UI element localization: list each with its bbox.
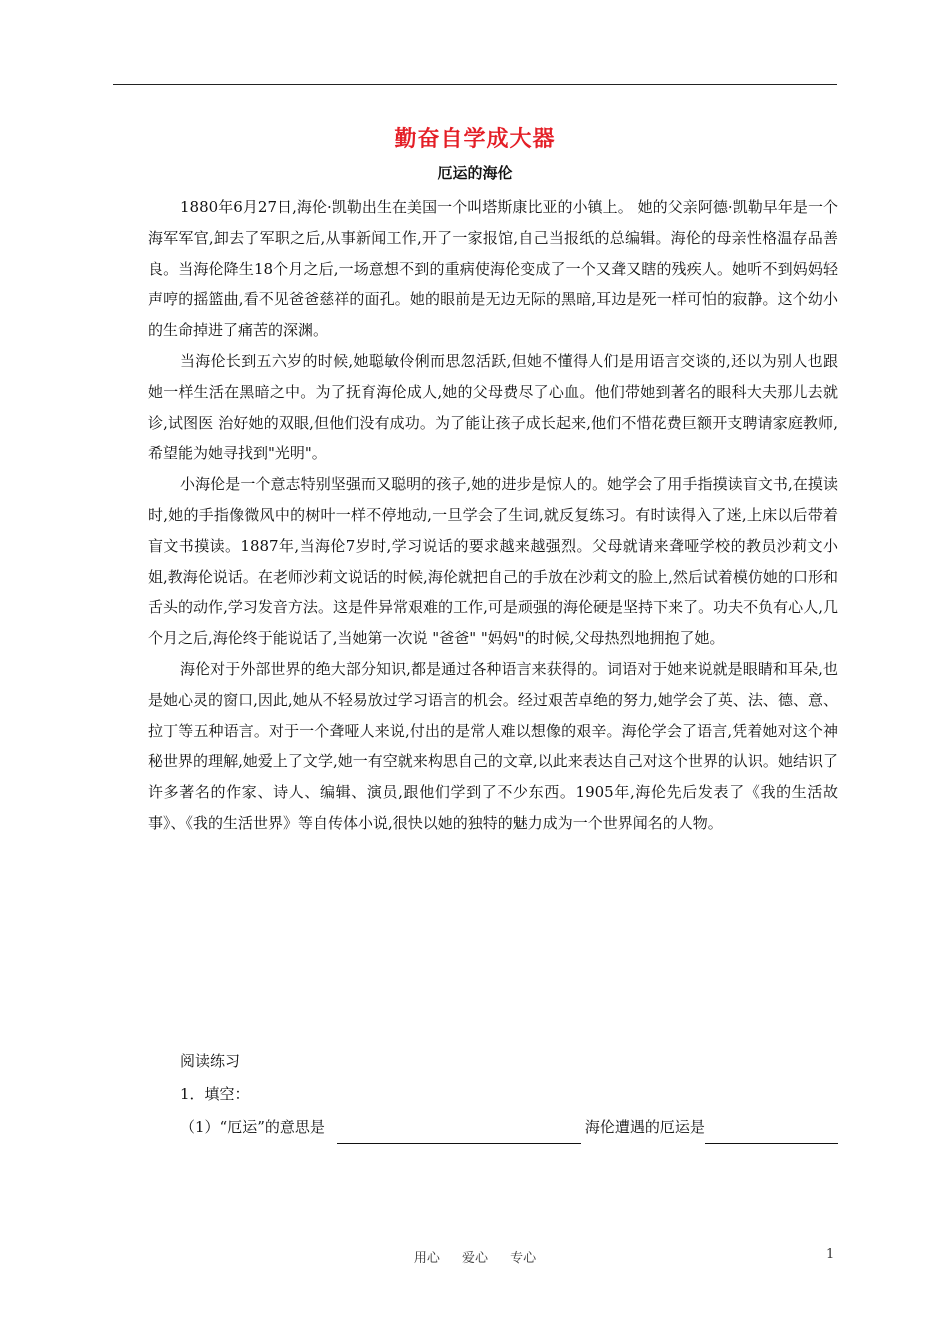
header-rule xyxy=(113,84,837,85)
question-1-1-prefix: （1）“厄运”的意思是 xyxy=(180,1118,325,1136)
paragraph: 1880年6月27日,海伦·凯勒出生在美国一个叫塔斯康比亚的小镇上。 她的父亲阿德·凯勒早年是一个海军军官,卸去了军职之后,从事新闻工作,开了一家报馆,自己当报纸的总编辑。海伦的母亲性格温存品善良。当海伦降生18个月之后,一场意想不到的重病使海伦变成了一个又聋又瞎的残疾人。她听不到妈妈轻声哼的摇篮曲,看不见爸爸慈祥的面孔。她的眼前是无边无际的黑暗,耳边是死一样可怕的寂静。这个幼小的生命掉进了痛苦的深渊。 xyxy=(148,198,838,340)
reading-exercise xyxy=(148,1045,838,1144)
footer-word: 专心 xyxy=(510,1251,537,1266)
footer-word: 用心 xyxy=(413,1251,440,1266)
answer-blank-meaning[interactable] xyxy=(337,1121,581,1144)
paragraph: 海伦对于外部世界的绝大部分知识,都是通过各种语言来获得的。词语对于她来说就是眼睛和耳朵,也是她心灵的窗口,因此,她从不轻易放过学习语言的机会。经过艰苦卓绝的努力,她学会了英、法、德、意、拉丁等五种语言。对于一个聋哑人来说,付出的是常人难以想像的艰辛。海伦学会了语言,凭着她对这个神秘世界的理解,她爱上了文学,她一有空就来构思自己的文章,以此来表达自己对这个世界的认识。她结识了许多著名的作家、诗人、编辑、演员,跟他们学到了不少东西。1905年,海伦先后发表了《我的生活故事》、《我的生活世界》等自传体小说,很快以她的独特的魅力成为一个世界闻名的人物。 xyxy=(148,659,838,832)
paragraph: 小海伦是一个意志特别坚强而又聪明的孩子,她的进步是惊人的。她学会了用手指摸读盲文书,在摸读时,她的手指像微风中的树叶一样不停地动,一旦学会了生词,就反复练习。有时读得入了迷,上床以后带着盲文书摸读。1887年,当海伦7岁时,学习说话的要求越来越强烈。父母就请来聋哑学校的教员沙莉文小姐,教海伦说话。在老师沙莉文说话的时候,海伦就把自己的手放在沙莉文的脸上,然后试着模仿她的口形和舌头的动作,学习发音方法。这是件异常艰难的工作,可是顽强的海伦硬是坚持下来了。功夫不负有心人,几个月之后,海伦终于能说话了,当她第一次说 "爸爸" "妈妈"的时候,父母热烈地拥抱了她。 xyxy=(148,475,838,648)
question-1-1 xyxy=(148,1111,838,1144)
question-1-1-middle: 海伦遭遇的厄运是 xyxy=(584,1118,705,1136)
answer-blank-misfortune[interactable] xyxy=(705,1121,838,1144)
article-subtitle: 厄运的海伦 xyxy=(437,164,513,182)
page-number: 1 xyxy=(826,1247,835,1262)
article-body xyxy=(148,192,838,839)
exercise-heading: 阅读练习 xyxy=(180,1052,241,1070)
paragraph: 当海伦长到五六岁的时候,她聪敏伶俐而思忽活跃,但她不懂得人们是用语言交谈的,还以为别人也跟她一样生活在黑暗之中。为了抚育海伦成人,她的父母费尽了心血。他们带她到著名的眼科大夫那儿去就诊,试图医 治好她的双眼,但他们没有成功。为了能让孩子成长起来,他们不惜花费巨额开支聘请家庭教师,希望能为她寻找到"光明"。 xyxy=(148,351,838,463)
footer-word: 爱心 xyxy=(461,1251,488,1266)
question-1: 1．填空： xyxy=(180,1085,250,1103)
page-footer xyxy=(0,1247,950,1266)
document-title: 勤奋自学成大器 xyxy=(394,127,556,152)
